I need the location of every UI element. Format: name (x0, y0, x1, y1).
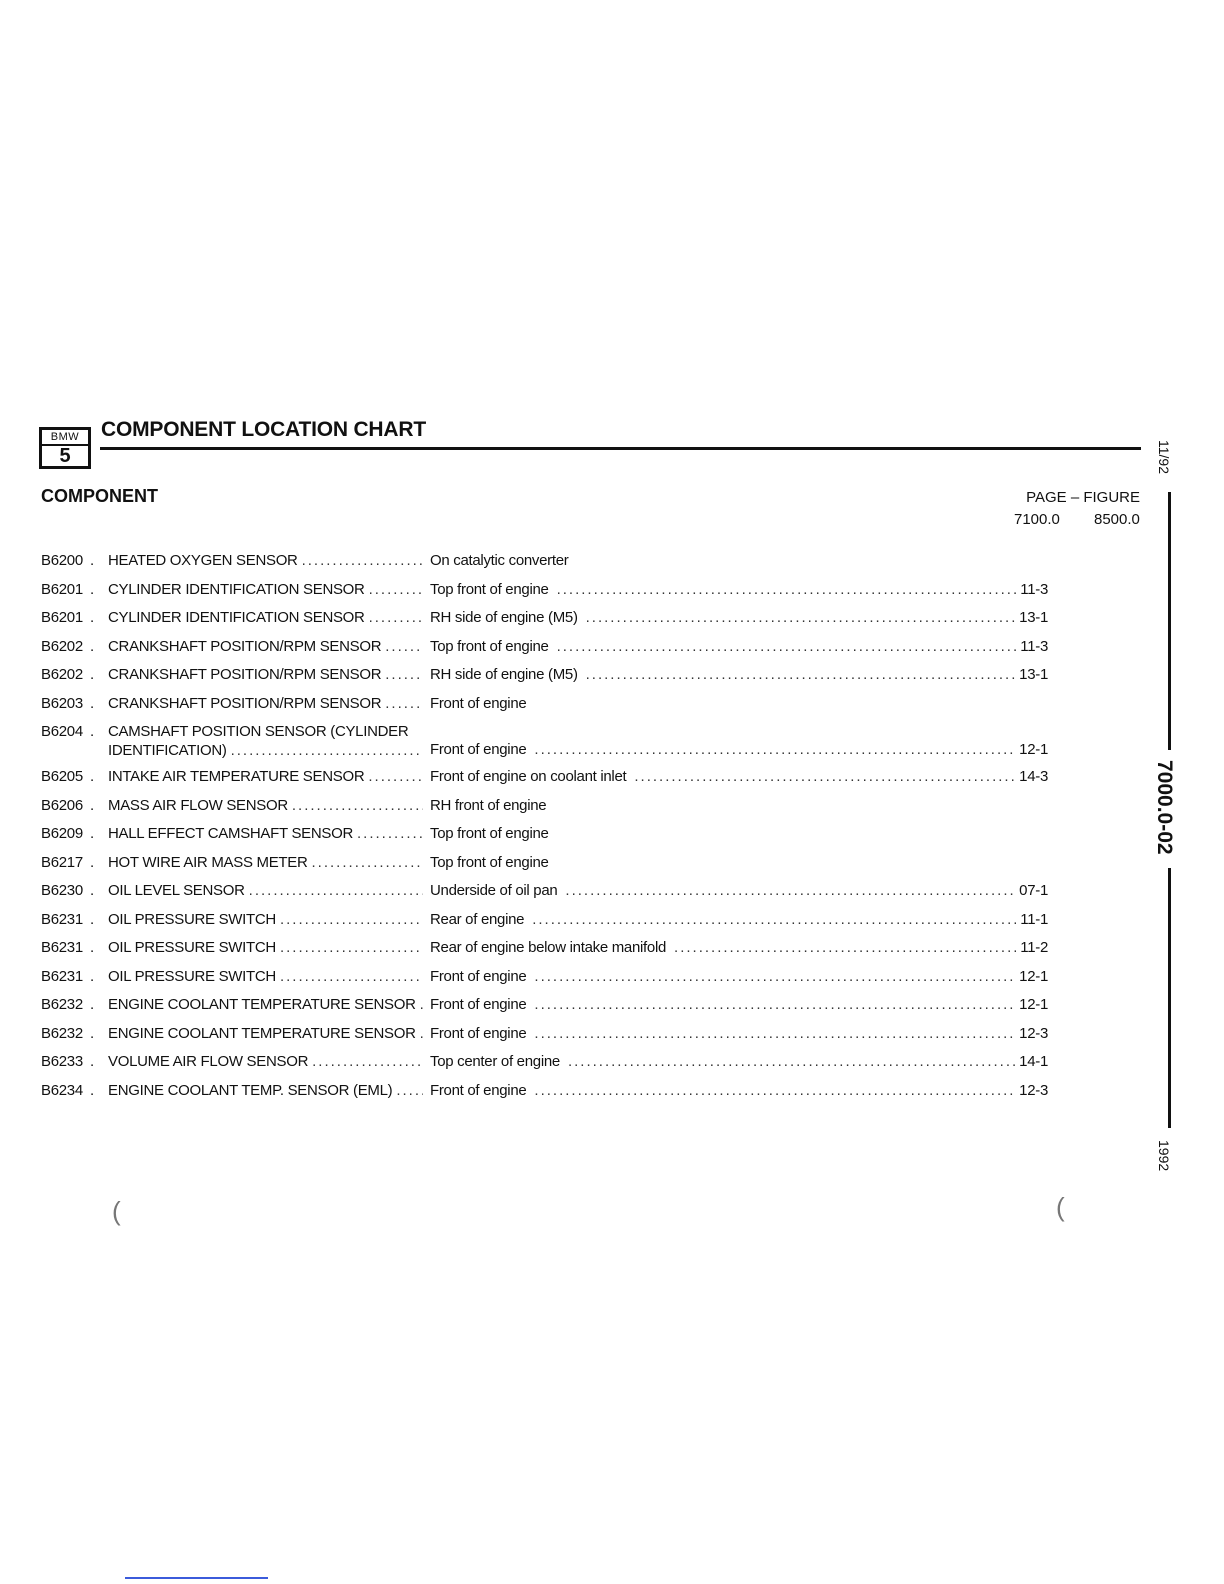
dot-leader (534, 741, 1015, 758)
code-separator: . (90, 1081, 94, 1099)
location-text: Underside of oil pan (430, 882, 558, 899)
dot-leader (586, 666, 1016, 683)
component-cell (108, 768, 427, 785)
component-cell (108, 581, 427, 598)
dot-leader (385, 666, 423, 683)
code-separator: . (90, 853, 94, 871)
location-cell (430, 552, 1048, 569)
dot-leader (249, 882, 423, 899)
figure-ref: 07-1 (1019, 882, 1048, 899)
component-code: B6205 (41, 768, 83, 785)
figure-ref: 14-1 (1019, 1053, 1048, 1070)
dot-leader (369, 609, 423, 626)
location-cell (430, 996, 1048, 1013)
component-cell (108, 552, 427, 569)
component-code: B6206 (41, 796, 83, 814)
code-separator: . (90, 1024, 94, 1042)
table-row (40, 1021, 1050, 1050)
table-row (40, 605, 1050, 634)
component-name: CRANKSHAFT POSITION/RPM SENSOR (108, 666, 382, 683)
dot-leader (634, 768, 1015, 785)
dot-leader (674, 939, 1016, 956)
sidebar-year: 1992 (1156, 1140, 1172, 1172)
dot-leader (534, 1082, 1015, 1099)
location-cell (430, 638, 1048, 655)
component-name: ENGINE COOLANT TEMP. SENSOR (EML) (108, 1081, 393, 1099)
sidebar-doc-code: 7000.0-02 (1153, 760, 1176, 855)
location-cell (430, 1025, 1048, 1042)
figure-ref: 11-3 (1020, 637, 1048, 655)
dot-leader (231, 742, 423, 759)
component-cell (108, 1082, 427, 1099)
dot-leader (292, 797, 423, 814)
component-cell (108, 882, 427, 899)
location-cell (430, 939, 1048, 956)
code-separator: . (90, 768, 94, 785)
logo-series: 5 (59, 445, 71, 467)
dot-leader (534, 996, 1015, 1013)
component-cell (108, 968, 427, 985)
component-name-continued: IDENTIFICATION) (108, 742, 227, 759)
component-code: B6202 (41, 666, 83, 683)
component-code: B6232 (41, 996, 83, 1013)
location-cell (430, 825, 1048, 842)
dot-leader (565, 882, 1015, 899)
location-text: Front of engine (430, 996, 527, 1013)
component-code: B6230 (41, 882, 83, 899)
figure-ref: 12-1 (1019, 967, 1048, 985)
dot-leader (532, 911, 1016, 928)
component-cell (108, 939, 427, 956)
component-cell (108, 1025, 427, 1042)
component-name: HALL EFFECT CAMSHAFT SENSOR (108, 825, 354, 842)
dot-leader (420, 1025, 423, 1042)
component-column-header: COMPONENT (41, 486, 158, 506)
page-figure-column-header: PAGE – FIGURE (1026, 489, 1140, 506)
component-name: MASS AIR FLOW SENSOR (108, 796, 288, 814)
sidebar-date: 11/92 (1156, 440, 1172, 474)
table-row (40, 548, 1050, 577)
location-text: Top front of engine (430, 637, 549, 655)
code-separator: . (90, 825, 94, 842)
table-row (40, 907, 1050, 936)
dot-leader (420, 996, 423, 1013)
dot-leader (557, 581, 1017, 598)
component-name: OIL PRESSURE SWITCH (108, 910, 276, 928)
location-cell (430, 581, 1048, 598)
code-separator: . (90, 637, 94, 655)
dot-leader (302, 552, 423, 569)
component-code: B6231 (41, 910, 83, 928)
code-separator: . (90, 666, 94, 683)
component-name: HOT WIRE AIR MASS METER (108, 853, 308, 871)
table-row (40, 821, 1050, 850)
location-text: Rear of engine below intake manifold (430, 939, 667, 956)
dot-leader (534, 1025, 1015, 1042)
location-cell (430, 797, 1048, 814)
component-name: ENGINE COOLANT TEMPERATURE SENSOR (108, 1024, 416, 1042)
location-cell (430, 1053, 1048, 1070)
dot-leader (557, 638, 1017, 655)
bmw-5-logo (39, 427, 91, 469)
dot-leader (280, 911, 423, 928)
component-cell (108, 723, 428, 759)
figure-ref: 11-3 (1020, 580, 1048, 598)
component-name: CRANKSHAFT POSITION/RPM SENSOR (108, 694, 382, 712)
figure-ref: 12-3 (1019, 1081, 1048, 1099)
table-row (40, 764, 1050, 793)
component-cell (108, 695, 427, 712)
scan-artifact-left: ( (112, 1196, 121, 1226)
dot-leader (280, 939, 423, 956)
dot-leader (312, 854, 423, 871)
dot-leader (385, 638, 423, 655)
figure-ref: 13-1 (1019, 609, 1048, 626)
component-name: CYLINDER IDENTIFICATION SENSOR (108, 580, 365, 598)
component-code: B6209 (41, 825, 83, 842)
code-separator: . (90, 882, 94, 899)
dot-leader (368, 768, 423, 785)
component-cell (108, 1053, 427, 1070)
dot-leader (280, 968, 423, 985)
figure-ref: 11-2 (1020, 939, 1048, 956)
table-row (40, 935, 1050, 964)
component-code: B6234 (41, 1081, 83, 1099)
figure-ref: 12-1 (1019, 996, 1048, 1013)
location-text: Front of engine (430, 967, 527, 985)
component-cell (108, 996, 427, 1013)
component-code: B6232 (41, 1024, 83, 1042)
table-row (40, 1049, 1050, 1078)
dot-leader (568, 1053, 1015, 1070)
table-row (40, 691, 1050, 720)
component-table (40, 548, 1050, 1106)
location-cell (430, 768, 1048, 785)
component-cell (108, 609, 427, 626)
location-text: Top front of engine (430, 853, 549, 871)
component-name: OIL PRESSURE SWITCH (108, 967, 276, 985)
location-text: Front of engine on coolant inlet (430, 768, 627, 785)
code-separator: . (90, 967, 94, 985)
sidebar-rule-top (1168, 492, 1171, 750)
location-text: Rear of engine (430, 910, 525, 928)
location-cell (430, 666, 1048, 683)
page-figure-sub-b: 8500.0 (1094, 511, 1140, 528)
component-name: INTAKE AIR TEMPERATURE SENSOR (108, 768, 365, 785)
location-text: RH side of engine (M5) (430, 609, 578, 626)
location-cell (430, 609, 1048, 626)
component-name: CYLINDER IDENTIFICATION SENSOR (108, 609, 365, 626)
component-code: B6200 (41, 552, 83, 569)
component-cell (108, 797, 427, 814)
table-row (40, 662, 1050, 691)
component-name: OIL PRESSURE SWITCH (108, 939, 276, 956)
component-name: HEATED OXYGEN SENSOR (108, 552, 298, 569)
location-cell (430, 882, 1048, 899)
table-row (40, 850, 1050, 879)
location-cell (430, 741, 1048, 758)
component-cell (108, 854, 427, 871)
page-sidebar (1150, 440, 1190, 1190)
figure-ref: 12-1 (1019, 741, 1048, 758)
dot-leader (385, 695, 423, 712)
dot-leader (534, 968, 1015, 985)
component-name: CRANKSHAFT POSITION/RPM SENSOR (108, 637, 382, 655)
dot-leader (396, 1082, 423, 1099)
dot-leader (312, 1053, 423, 1070)
location-text: Top front of engine (430, 580, 549, 598)
code-separator: . (90, 723, 94, 740)
location-text: On catalytic converter (430, 552, 569, 569)
figure-ref: 13-1 (1019, 666, 1048, 683)
location-text: RH side of engine (M5) (430, 666, 578, 683)
code-separator: . (90, 580, 94, 598)
code-separator: . (90, 609, 94, 626)
page-figure-sub-a: 7100.0 (1014, 511, 1060, 528)
dot-leader (357, 825, 423, 842)
location-text: Front of engine (430, 694, 527, 712)
component-code: B6217 (41, 853, 83, 871)
component-name: VOLUME AIR FLOW SENSOR (108, 1053, 309, 1070)
component-code: B6201 (41, 580, 83, 598)
code-separator: . (90, 694, 94, 712)
location-cell (430, 854, 1048, 871)
location-text: Top center of engine (430, 1053, 560, 1070)
dot-leader (369, 581, 423, 598)
component-cell (108, 666, 427, 683)
component-name: CAMSHAFT POSITION SENSOR (CYLINDER (108, 723, 409, 740)
code-separator: . (90, 552, 94, 569)
figure-ref: 14-3 (1019, 768, 1048, 785)
location-text: Front of engine (430, 1024, 527, 1042)
code-separator: . (90, 910, 94, 928)
dot-leader (586, 609, 1016, 626)
component-cell (108, 911, 427, 928)
title-rule (100, 447, 1141, 450)
location-cell (430, 1082, 1048, 1099)
component-code: B6203 (41, 694, 83, 712)
scan-artifact-right: ( (1056, 1192, 1065, 1222)
location-text: Front of engine (430, 1081, 527, 1099)
figure-ref: 11-1 (1020, 910, 1048, 928)
location-text: Top front of engine (430, 825, 549, 842)
component-code: B6204 (41, 723, 83, 740)
table-row (40, 964, 1050, 993)
code-separator: . (90, 939, 94, 956)
table-row (40, 1078, 1050, 1107)
component-name: ENGINE COOLANT TEMPERATURE SENSOR (108, 996, 416, 1013)
bottom-underline (125, 1577, 268, 1579)
component-code: B6231 (41, 967, 83, 985)
component-code: B6202 (41, 637, 83, 655)
component-code: B6231 (41, 939, 83, 956)
component-cell (108, 825, 427, 842)
location-cell (430, 911, 1048, 928)
code-separator: . (90, 996, 94, 1013)
component-cell (108, 638, 427, 655)
table-row (40, 992, 1050, 1021)
table-row (40, 577, 1050, 606)
table-row (40, 719, 1050, 764)
table-row (40, 878, 1050, 907)
component-code: B6201 (41, 609, 83, 626)
table-row (40, 634, 1050, 663)
location-cell (430, 695, 1048, 712)
table-row (40, 793, 1050, 822)
sidebar-rule-bottom (1168, 868, 1171, 1128)
code-separator: . (90, 1053, 94, 1070)
code-separator: . (90, 796, 94, 814)
location-text: RH front of engine (430, 796, 547, 814)
component-name: OIL LEVEL SENSOR (108, 882, 245, 899)
location-text: Front of engine (430, 741, 527, 758)
logo-brand: BMW (42, 430, 88, 446)
page-title: COMPONENT LOCATION CHART (101, 418, 426, 441)
location-cell (430, 968, 1048, 985)
figure-ref: 12-3 (1019, 1024, 1048, 1042)
component-code: B6233 (41, 1053, 83, 1070)
